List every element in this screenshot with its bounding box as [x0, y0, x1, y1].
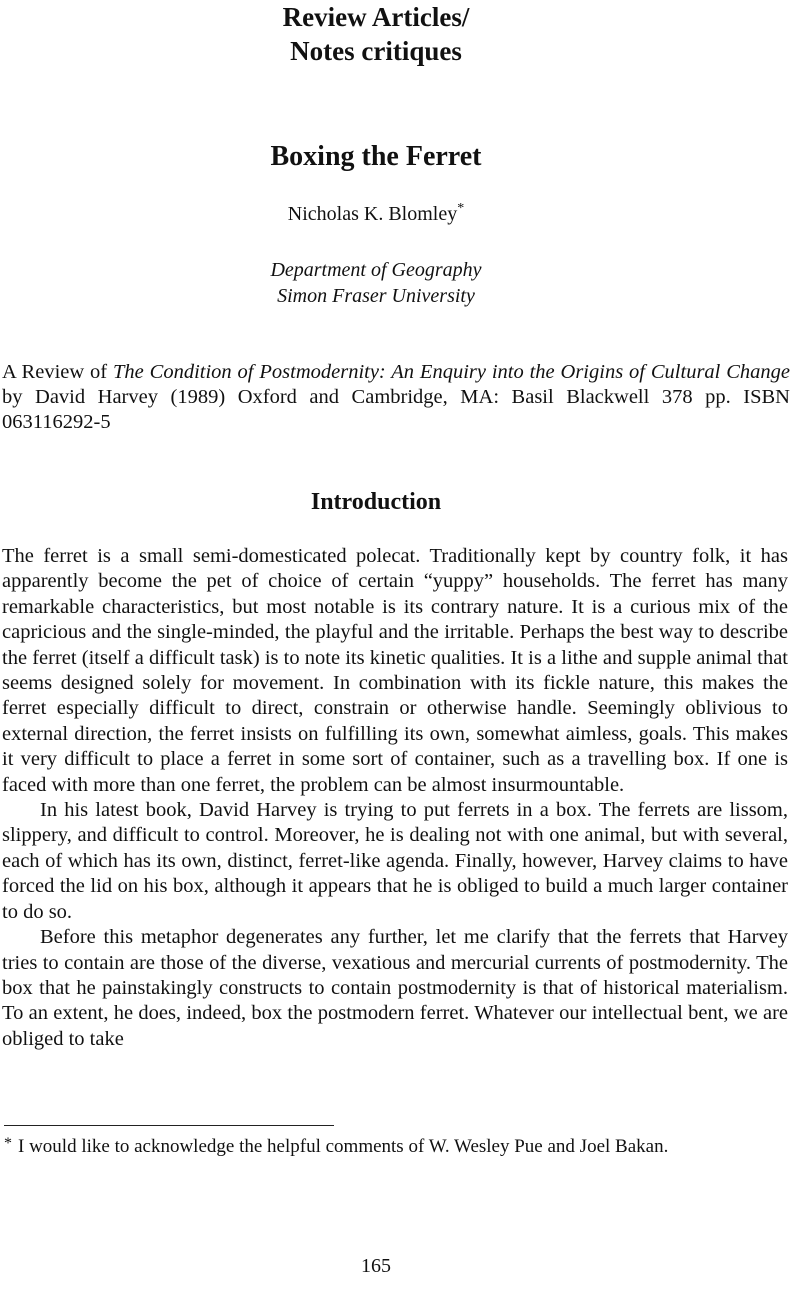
- footnote-text: I would like to acknowledge the helpful comments of W. Wesley Pue and Joel Bakan.: [18, 1136, 669, 1157]
- article-title: Boxing the Ferret: [270, 141, 482, 172]
- body-text: [2, 544, 788, 1052]
- reviewed-book-title: The Condition of Postmodernity: An Enquiry into the Origins of Cultural Change: [113, 361, 791, 383]
- section-header-french: Notes critiques: [290, 36, 462, 66]
- body-paragraph: In his latest book, David Harvey is trying to put ferrets in a box. The ferrets are lissom, slippery, and difficult to control. Moreover, he is dealing not with one animal, but with several, each of which has its own, distinct, ferret-like agenda. Finally, however, Harvey claims to have forced the lid on his box, although it appears that he is obliged to build a much larger container to do so.: [2, 799, 788, 923]
- reviewed-book-details: by David Harvey (1989) Oxford and Cambridge, MA: Basil Blackwell 378 pp. ISBN 063116292-5: [2, 386, 790, 433]
- affiliation-university: Simon Fraser University: [277, 285, 475, 307]
- body-paragraph: The ferret is a small semi-domesticated polecat. Traditionally kept by country folk, it has apparently become the pet of choice of certain “yuppy” households. The ferret has many remarkable characteristics, but most notable is its contrary nature. It is a curious mix of the capricious and the single-minded, the playful and the irritable. Perhaps the best way to describe the ferret (itself a difficult task) is to note its kinetic qualities. It is a lithe and supple animal that seems designed solely for movement. In combination with its fickle nature, this makes the ferret especially difficult to direct, constrain or otherwise handle. Seemingly oblivious to external direction, the ferret insists on fulfilling its own, somewhat aimless, goals. This makes it very difficult to place a ferret in some sort of container, such as a travelling box. If one is faced with more than one ferret, the problem can be almost insurmountable.: [2, 545, 788, 796]
- review-citation: [2, 360, 790, 435]
- review-prefix: A Review of: [2, 361, 108, 383]
- introduction-heading: Introduction: [310, 489, 442, 515]
- author-name: Nicholas K. Blomley: [287, 203, 458, 225]
- section-header-english: Review Articles/: [282, 2, 470, 32]
- author-footnote-mark: *: [457, 201, 465, 216]
- body-paragraph: Before this metaphor degenerates any further, let me clarify that the ferrets that Harvey tries to contain are those of the diverse, vexatious and mercurial currents of postmodernity. The box that he painstakingly constructs to contain postmodernity is that of historical materialism. To an extent, he does, indeed, box the postmodern ferret. Whatever our intellectual bent, we are obliged to take: [2, 926, 788, 1050]
- footnote-divider: [4, 1125, 334, 1126]
- footnote: [4, 1134, 790, 1159]
- affiliation-department: Department of Geography: [270, 259, 482, 281]
- page-number: 165: [361, 1255, 391, 1277]
- author-line: [0, 200, 752, 228]
- footnote-mark: *: [4, 1135, 12, 1152]
